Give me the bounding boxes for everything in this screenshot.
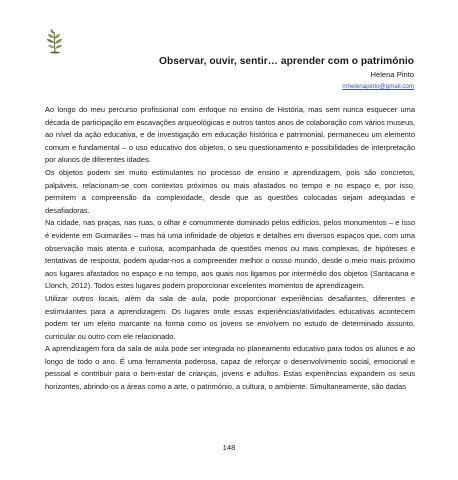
paragraph: Na cidade, nas praças, nas ruas, o olhar é comummente dominado pelos edifícios, pelos monumentos – e isso é evidente em Guimarães – mas há uma infinidade de objetos e detalhes em diversos espaços que, com uma observação mais atenta e curiosa, acompanhada de questões menos ou mais complexas, de hipóteses e tentativas de resposta, podem ajudar-nos a compreender melhor o nosso mundo, desde o meio mais próximo aos lugares afastados no espaço e no tempo, aos quais nos ligamos por intermédio dos objetos (Santacana e Llonch, 2012). Todos estes lugares podem proporcionar excelentes momentos de aprendizagem. [45, 218, 415, 291]
author-email-link[interactable]: mhelenapinto@gmail.com [342, 83, 414, 90]
author-name: Helena Pinto [370, 70, 414, 79]
article-title: Observar, ouvir, sentir… aprender com o património [159, 56, 414, 67]
page-number: 148 [222, 443, 236, 452]
article-body [45, 104, 415, 394]
paragraph: Ao longo do meu percurso profissional com enfoque no ensino de História, mas sem nunca esquecer uma década de participação em escavações arqueológicas e outros tantos anos de colaboração com vários museus, ao nível da ação educativa, e de investigação em educação histórica e patrimonial, permaneceu um elemento comum e fundamental – o uso educativo dos objetos, o seu questionamento e possibilidades de interpretação por alunos de diferentes idades. [45, 105, 415, 165]
paragraph: Utilizar outros locais, além da sala de aula, pode proporcionar experiências desafiantes, diferentes e estimulantes para a aprendizagem. Os lugares onde essas experiências/atividades educativas acontecem podem ter um efeito marcante na forma como os jovens se envolvem no estudo de determinado assunto, curricular ou outro com ele relacionado. [45, 293, 415, 341]
stylized-plant-ornament-icon [42, 28, 68, 54]
paragraph: Os objetos podem ser muito estimulantes no processo de ensino e aprendizagem, pois são concretos, palpáveis, relacionam-se com contextos próximos ou mais afastados no tempo e no espaço e, por isso, permitem a compreensão da complexidade, desde que as questões colocadas sejam adequadas e desafiadoras. [45, 167, 415, 215]
paragraph: A aprendizagem fora da sala de aula pode ser integrada no planeamento educativo para todos os alunos e ao longo de todo o ano. É uma ferramenta poderosa, capaz de reforçar o desenvolvimento social, emocional e pessoal e contribuir para o bem-estar de crianças, jovens e adultos. Estas experiências expandem os seus horizontes, abrindo-os a áreas como a arte, o património, a cultura, o ambiente. Simultaneamente, são dadas [45, 344, 415, 392]
